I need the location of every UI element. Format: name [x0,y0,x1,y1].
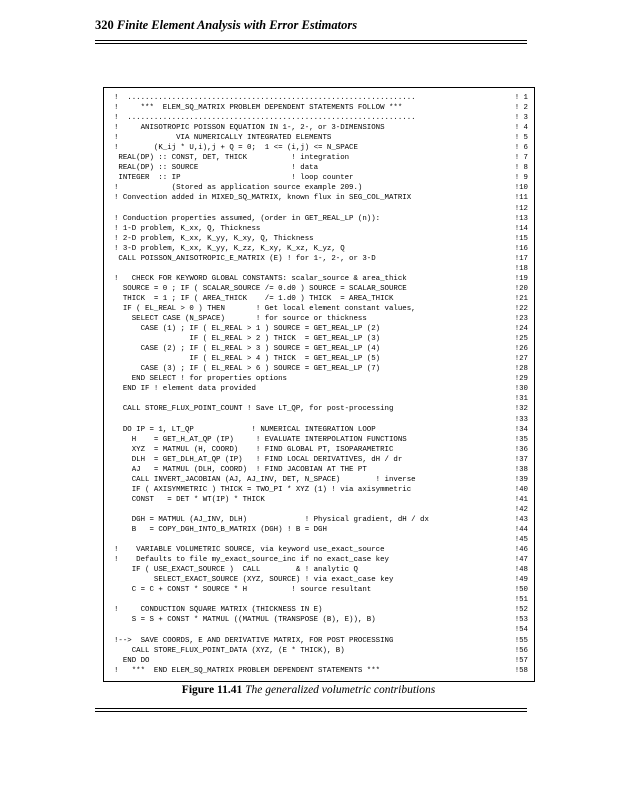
code-line [114,284,532,294]
code-line-text: !--> SAVE COORDS, E AND DERIVATIVE MATRIX, FOR POST PROCESSING [114,636,394,645]
code-line-text: ! ANISOTROPIC POISSON EQUATION IN 1-, 2-, or 3-DIMENSIONS [114,124,385,133]
code-line-number: !10 [514,184,528,193]
code-line-text: ! CHECK FOR KEYWORD GLOBAL CONSTANTS: scalar_source & area_thick [114,274,407,283]
code-line [114,465,532,475]
code-line-number: !23 [514,315,528,324]
header-rule-inner [95,43,527,44]
code-line-text: ! 2-D problem, K_xx, K_yy, K_xy, Q, Thickness [114,234,314,243]
code-line [114,415,532,425]
code-line-text: END IF ! element data provided [114,385,256,394]
code-line [114,605,532,615]
page-number: 320 [95,18,114,32]
code-line-number: ! 1 [514,94,528,102]
code-line-number: ! 3 [514,114,528,123]
figure-label: Figure 11.41 [181,684,243,696]
code-line [114,485,532,495]
code-line-text: XYZ = MATMUL (H, COORD) ! FIND GLOBAL PT, ISOPARAMETRIC [114,445,394,454]
code-line-number: ! 5 [514,134,528,143]
code-line [114,404,532,414]
code-line-number: !32 [514,405,528,414]
code-line-number: !35 [514,435,528,444]
footer-rule [95,708,527,709]
code-line [114,93,532,103]
code-line-text: CALL POISSON_ANISOTROPIC_E_MATRIX (E) ! for 1-, 2-, or 3-D [114,254,376,263]
code-line [114,575,532,585]
code-line [114,193,532,203]
code-line-text: IF ( USE_EXACT_SOURCE ) CALL & ! analytic Q [114,566,358,575]
footer-rule-inner [95,711,527,712]
code-line-number: !54 [514,626,528,635]
code-line-number: ! 8 [514,164,528,173]
code-line-text: SELECT_EXACT_SOURCE (XYZ, SOURCE) ! via exact_case key [114,576,394,585]
code-line [114,435,532,445]
code-line [114,555,532,565]
code-line [114,344,532,354]
code-line-number: !55 [514,636,528,645]
code-line-number: ! 2 [514,104,528,113]
code-line [114,113,532,123]
code-line [114,425,532,435]
code-line [114,595,532,605]
code-line [114,314,532,324]
code-line-number: !47 [514,556,528,565]
code-line-text: AJ = MATMUL (DLH, COORD) ! FIND JACOBIAN AT THE PT [114,465,367,474]
code-line-number: !34 [514,425,528,434]
code-line-number: !13 [514,214,528,223]
code-line-number: !21 [514,294,528,303]
code-line-number: !28 [514,365,528,374]
code-line-number: !43 [514,515,528,524]
code-line-text: S = S + CONST * MATMUL ((MATMUL (TRANSPOSE (B), E)), B) [114,616,376,625]
code-line-text: B = COPY_DGH_INTO_B_MATRIX (DGH) ! B = DGH [114,526,327,535]
code-line-number: !14 [514,224,528,233]
code-line-number: !42 [514,505,528,514]
code-line-number: !37 [514,455,528,464]
code-line-text: ! Convection added in MIXED_SQ_MATRIX, known flux in SEG_COL_MATRIX [114,194,412,203]
code-line [114,394,532,404]
code-line [114,585,532,595]
code-line-number: !36 [514,445,528,454]
code-line-text: THICK = 1 ; IF ( AREA_THICK /= 1.d0 ) THICK = AREA_THICK [114,294,394,303]
code-line [114,183,532,193]
code-line-number: !51 [514,596,528,605]
code-line-text: ! ................................................................. [114,94,416,102]
code-line [114,374,532,384]
code-line [114,153,532,163]
code-line-number: !44 [514,526,528,535]
code-line [114,384,532,394]
code-line-text: ! *** ELEM_SQ_MATRIX PROBLEM DEPENDENT STATEMENTS FOLLOW *** [114,104,403,113]
code-listing [114,93,532,676]
running-header [95,18,357,33]
code-line [114,224,532,234]
code-line-number: !26 [514,345,528,354]
code-line-text: DGH = MATMUL (AJ_INV, DLH) ! Physical gradient, dH / dx [114,515,429,524]
code-line-number: !40 [514,485,528,494]
code-line-text: ! ................................................................. [114,114,416,123]
code-line-text: C = C + CONST * SOURCE * H ! source resultant [114,586,372,595]
code-line-text: CALL STORE_FLUX_POINT_COUNT ! Save LT_QP, for post-processing [114,405,394,414]
code-line-text: END SELECT ! for properties options [114,375,287,384]
code-line-number: ! 4 [514,124,528,133]
code-line-number: !57 [514,656,528,665]
code-line-number: !46 [514,546,528,555]
code-line-number: !49 [514,576,528,585]
code-line-text: ! Defaults to file my_exact_source_inc if no exact_case key [114,556,389,565]
code-line [114,364,532,374]
code-line [114,475,532,485]
code-line-number: !45 [514,536,528,545]
code-line-number: ! 7 [514,154,528,163]
code-line-text: IF ( AXISYMMETRIC ) THICK = TWO_PI * XYZ (1) ! via axisymmetric [114,485,412,494]
code-line-text: CALL INVERT_JACOBIAN (AJ, AJ_INV, DET, N_SPACE) ! inverse [114,475,416,484]
code-line-text: CONST = DET * WT(IP) * THICK [114,495,265,504]
code-line-text: END DO [114,656,150,665]
code-line-text: ! (Stored as application source example 209.) [114,184,363,193]
code-line-text: SELECT CASE (N_SPACE) ! for source or thickness [114,315,367,324]
code-line-number: !20 [514,284,528,293]
code-line [114,234,532,244]
code-line-text: DO IP = 1, LT_QP ! NUMERICAL INTEGRATION LOOP [114,425,376,434]
code-line-text: ! CONDUCTION SQUARE MATRIX (THICKNESS IN E) [114,606,323,615]
code-line [114,214,532,224]
code-line-text: CASE (3) ; IF ( EL_REAL > 6 ) SOURCE = GET_REAL_LP (7) [114,365,381,374]
code-line-text: CASE (2) ; IF ( EL_REAL > 3 ) SOURCE = GET_REAL_LP (4) [114,345,381,354]
code-line [114,133,532,143]
code-line [114,123,532,133]
code-line-number: !52 [514,606,528,615]
code-line-text: H = GET_H_AT_QP (IP) ! EVALUATE INTERPOLATION FUNCTIONS [114,435,407,444]
figure-caption [0,684,617,696]
code-line [114,264,532,274]
code-line [114,103,532,113]
code-line-number: !25 [514,335,528,344]
code-line-number: !58 [514,666,528,675]
code-line [114,565,532,575]
code-line-text: IF ( EL_REAL > 0 ) THEN ! Get local element constant values, [114,304,416,313]
code-line-text: CASE (1) ; IF ( EL_REAL > 1 ) SOURCE = GET_REAL_LP (2) [114,325,381,334]
code-line [114,525,532,535]
code-line-text: ! Conduction properties assumed, (order in GET_REAL_LP (n)): [114,214,381,223]
code-line-number: !48 [514,566,528,575]
code-line [114,173,532,183]
code-line [114,274,532,284]
code-line [114,545,532,555]
code-line-number: ! 6 [514,144,528,153]
code-line-number: !53 [514,616,528,625]
code-line-text: ! 1-D problem, K_xx, Q, Thickness [114,224,261,233]
code-line-text: IF ( EL_REAL > 2 ) THICK = GET_REAL_LP (3) [114,335,381,344]
code-line-number: !19 [514,274,528,283]
code-line-number: !30 [514,385,528,394]
code-line [114,505,532,515]
code-line-number: !56 [514,646,528,655]
code-line-text: CALL STORE_FLUX_POINT_DATA (XYZ, (E * THICK), B) [114,646,345,655]
code-line [114,625,532,635]
code-line [114,666,532,676]
code-line [114,204,532,214]
code-line-text: INTEGER :: IP ! loop counter [114,174,354,183]
code-line [114,445,532,455]
code-line-text: ! (K_ij * U,i),j + Q = 0; 1 <= (i,j) <= N_SPACE [114,144,358,153]
code-line-text: REAL(DP) :: CONST, DET, THICK ! integration [114,154,350,163]
code-line-text: ! *** END ELEM_SQ_MATRIX PROBLEM DEPENDENT STATEMENTS *** [114,666,381,675]
code-line-number: !39 [514,475,528,484]
code-line [114,244,532,254]
code-line [114,334,532,344]
code-line-text: IF ( EL_REAL > 4 ) THICK = GET_REAL_LP (5) [114,355,381,364]
code-line-number: !24 [514,325,528,334]
code-line [114,535,532,545]
code-line [114,515,532,525]
code-line-number: !41 [514,495,528,504]
code-line-number: !31 [514,395,528,404]
running-title: Finite Element Analysis with Error Estimators [116,18,358,32]
code-line [114,636,532,646]
code-line-text: ! VIA NUMERICALLY INTEGRATED ELEMENTS [114,134,332,143]
code-line-text: SOURCE = 0 ; IF ( SCALAR_SOURCE /= 0.d0 ) SOURCE = SCALAR_SOURCE [114,284,407,293]
header-rule [95,40,527,41]
code-line-text: REAL(DP) :: SOURCE ! data [114,164,319,173]
code-line-text: ! 3-D problem, K_xx, K_yy, K_zz, K_xy, K_xz, K_yz, Q [114,244,345,253]
code-line-number: !11 [514,194,528,203]
code-line-number: !50 [514,586,528,595]
code-line [114,143,532,153]
code-line-number: !12 [514,204,528,213]
code-line-number: !38 [514,465,528,474]
code-line [114,646,532,656]
code-line-number: !22 [514,304,528,313]
code-line-number: !16 [514,244,528,253]
code-line [114,163,532,173]
code-line [114,324,532,334]
code-line-number: ! 9 [514,174,528,183]
code-line [114,304,532,314]
figure-caption-text: The generalized volumetric contributions [245,684,436,696]
code-line [114,615,532,625]
code-line-number: !15 [514,234,528,243]
code-line-text: DLH = GET_DLH_AT_QP (IP) ! FIND LOCAL DERIVATIVES, dH / dr [114,455,403,464]
code-line [114,656,532,666]
code-line-number: !17 [514,254,528,263]
code-line [114,294,532,304]
code-line-text: ! VARIABLE VOLUMETRIC SOURCE, via keyword use_exact_source [114,546,385,555]
code-line [114,254,532,264]
code-line [114,495,532,505]
code-line [114,354,532,364]
code-line-number: !27 [514,355,528,364]
code-line-number: !29 [514,375,528,384]
code-line-number: !18 [514,264,528,273]
code-line-number: !33 [514,415,528,424]
code-line [114,455,532,465]
